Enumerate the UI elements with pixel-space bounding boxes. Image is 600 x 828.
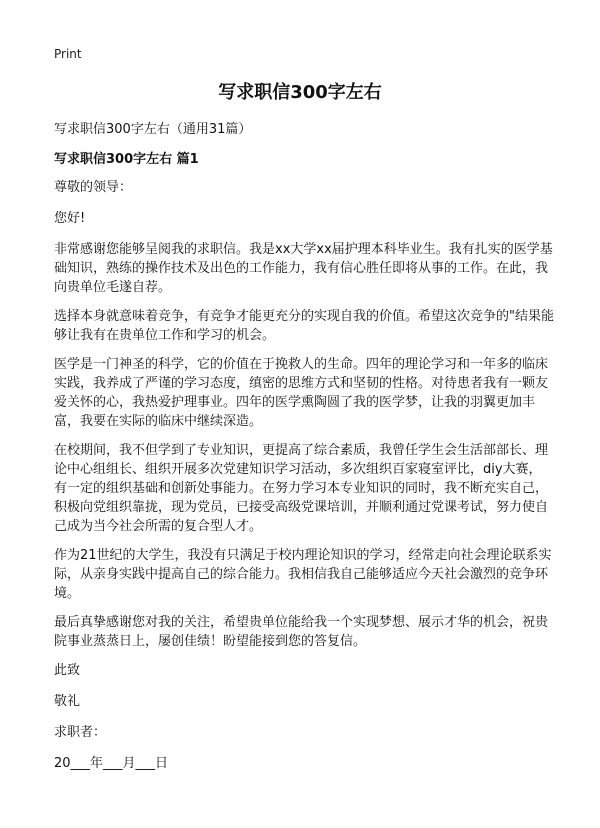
greeting: 您好! xyxy=(54,211,86,226)
letter-body xyxy=(54,120,554,773)
section-heading: 写求职信300字左右 篇1 xyxy=(54,152,199,167)
date-line: 20___年___月___日 xyxy=(54,756,169,771)
salutation: 尊敬的领导： xyxy=(54,180,133,195)
paragraph-school: 在校期间，我不但学到了专业知识，更提高了综合素质，我曾任学生会生活部部长、理论中心组组长、组织开展多次党建知识学习活动，多次组织百家寝室评比，diy大赛，有一定的组织基础和创新处事能力。在努力学习本专业知识的同时，我不断充实自己，积极向党组织靠拢，现为党员，已接受高级党课培训，并顺利通过党课考试，努力使自己成为当今社会所需的复合型人才。 xyxy=(54,443,549,534)
paragraph-thanks: 最后真挚感谢您对我的关注，希望贵单位能给我一个实现梦想、展示才华的机会，祝贵院事业蒸蒸日上，屡创佳绩！盼望能接到您的答复信。 xyxy=(54,615,549,649)
paragraph-practice: 作为21世纪的大学生，我没有只满足于校内理论知识的学习，经常走向社会理论联系实际，从亲身实践中提高自己的综合能力。我相信我自己能够适应今天社会激烈的竞争环境。 xyxy=(54,548,552,601)
paragraph-intro: 非常感谢您能够呈阅我的求职信。我是xx大学xx届护理本科毕业生。我有扎实的医学基础知识，熟练的操作技术及出色的工作能力，我有信心胜任即将从事的工作。在此，我向贵单位毛遂自荐。 xyxy=(54,242,553,295)
paragraph-competition: 选择本身就意味着竞争，有竞争才能更充分的实现自我的价值。希望这次竞争的"结果能够让我有在贵单位工作和学习的机会。 xyxy=(54,309,554,343)
signer-label: 求职者： xyxy=(54,725,107,740)
print-link[interactable]: Print xyxy=(54,47,82,61)
paragraph-medicine: 医学是一门神圣的科学，它的价值在于挽救人的生命。四年的理论学习和一年多的临床实践，我养成了严谨的学习态度，缜密的思维方式和坚韧的性格。对待患者我有一颗友爱关怀的心，我热爱护理事业。四年的医学熏陶圆了我的医学梦，让我的羽翼更加丰富，我要在实际的临床中继续深造。 xyxy=(54,357,549,429)
closing-line-2: 敬礼 xyxy=(54,694,81,709)
document-subtitle: 写求职信300字左右（通用31篇） xyxy=(54,122,252,137)
closing-line-1: 此致 xyxy=(54,663,81,678)
page-title: 写求职信300字左右 xyxy=(218,82,382,103)
